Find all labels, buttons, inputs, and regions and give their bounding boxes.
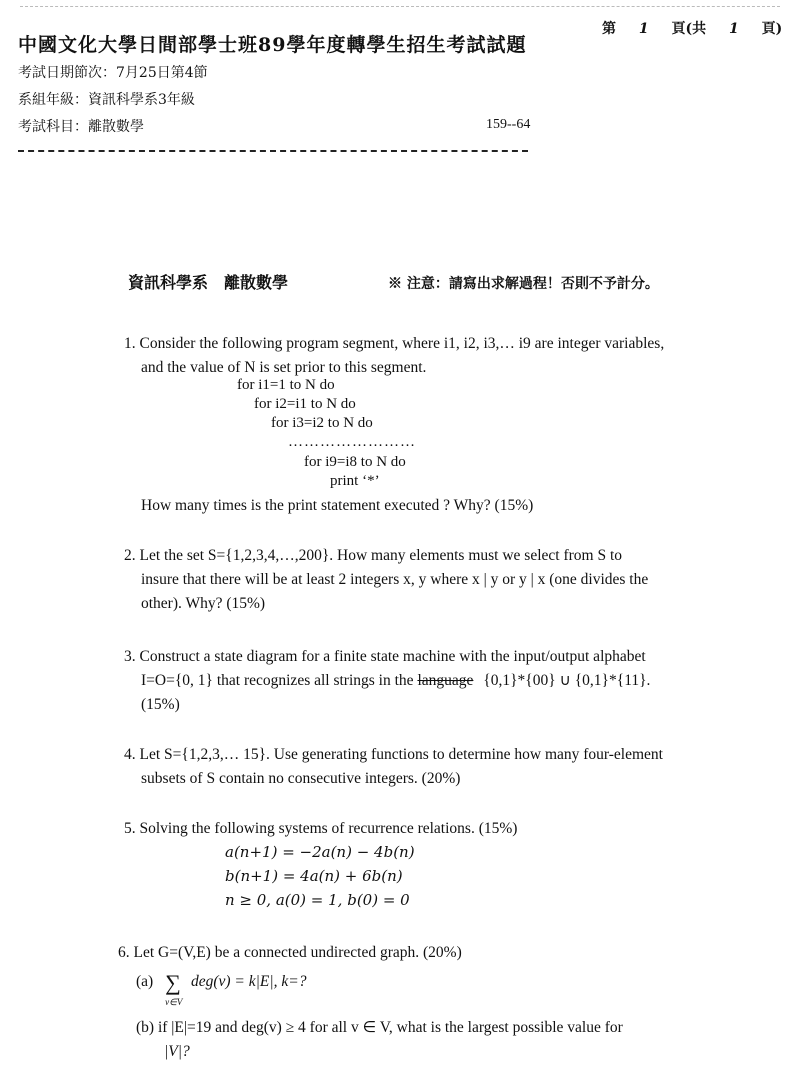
q1-code-line5: print ‘*’: [330, 473, 380, 489]
q1-code-line1: for i1=1 to N do: [237, 377, 335, 393]
q6-b-line1: (b) if |E|=19 and deg(v) ≥ 4 for all v ∈ V, what is the largest possible value for: [136, 1019, 623, 1036]
q1-line2: and the value of N is set prior to this segment.: [141, 359, 427, 376]
q5-equation-1: a(n+1) = −2a(n) − 4b(n): [225, 843, 415, 861]
summation-index: v∈V: [165, 997, 183, 1007]
department-subject-heading: 資訊科學系 離散數學: [128, 273, 289, 292]
q6-line1: 6. Let G=(V,E) be a connected undirected graph. (20%): [118, 944, 462, 961]
page-indicator: [602, 18, 782, 38]
q3-line3: (15%): [141, 696, 180, 713]
page-total-label: 頁(共: [671, 21, 707, 37]
q1-code-line2: for i2=i1 to N do: [254, 396, 356, 412]
question-2: [124, 544, 714, 616]
page-total: 1: [729, 21, 739, 37]
q6-a-label: (a): [136, 973, 154, 990]
q1-line1: 1. Consider the following program segment, where i1, i2, i3,… i9 are integer variables,: [124, 335, 665, 352]
q3-line1: 3. Construct a state diagram for a finite state machine with the input/output alphabet: [124, 648, 646, 665]
notice: ※ 注意：請寫出求解過程！否則不予計分。: [388, 276, 659, 292]
q3-language: {0,1}*{00} ∪ {0,1}*{11}.: [483, 672, 651, 689]
question-1: [124, 332, 724, 380]
q5-equation-2: b(n+1) = 4a(n) + 6b(n): [225, 867, 403, 885]
q4-line2: subsets of S contain no consecutive integers. (20%): [141, 770, 461, 787]
summation-symbol: ∑ v∈V: [165, 970, 187, 995]
q3-line2-start: I=O={0, 1} that recognizes all strings in the: [141, 672, 414, 689]
q6-part-a: [136, 970, 307, 1007]
q5-line1: 5. Solving the following systems of recurrence relations. (15%): [124, 820, 518, 837]
exam-time: 考試日期節次：7月25日第4節: [18, 65, 208, 81]
q1-code-line3: for i3=i2 to N do: [271, 415, 373, 431]
q2-line1: 2. Let the set S={1,2,3,4,…,200}. How many elements must we select from S to: [124, 547, 623, 564]
question-3: [124, 645, 714, 717]
exam-code: 159--64: [486, 117, 531, 132]
page-label: 第: [602, 21, 616, 37]
department: 系組年級：資訊科學系3年級: [18, 92, 195, 108]
q3-line2-struck: language: [417, 672, 474, 689]
q6-b-line2: |V|?: [164, 1043, 190, 1060]
q1-line3: How many times is the print statement executed ? Why? (15%): [141, 497, 534, 514]
page-number: 1: [638, 21, 649, 37]
q6-part-b: [136, 1016, 716, 1064]
top-scan-border: [20, 6, 780, 7]
header-divider: [18, 150, 528, 152]
page-total-close: 頁): [761, 21, 783, 37]
q1-code-dots: ……………………: [288, 434, 416, 450]
q1-code-line4: for i9=i8 to N do: [304, 454, 406, 470]
q3-line2: [124, 669, 714, 693]
subject: 考試科目：離散數學: [18, 119, 144, 135]
exam-title: 中國文化大學日間部學士班89學年度轉學生招生考試試題: [18, 34, 527, 56]
q2-line3: other). Why? (15%): [141, 595, 266, 612]
q2-line2: insure that there will be at least 2 integers x, y where x | y or y | x (one divides the: [141, 571, 649, 588]
q5-equation-3: n ≥ 0, a(0) = 1, b(0) = 0: [225, 891, 410, 909]
q6-a-text: deg(v) = k|E|, k=?: [190, 973, 307, 990]
q4-line1: 4. Let S={1,2,3,… 15}. Use generating functions to determine how many four-element: [124, 746, 663, 763]
question-4: [124, 743, 714, 791]
